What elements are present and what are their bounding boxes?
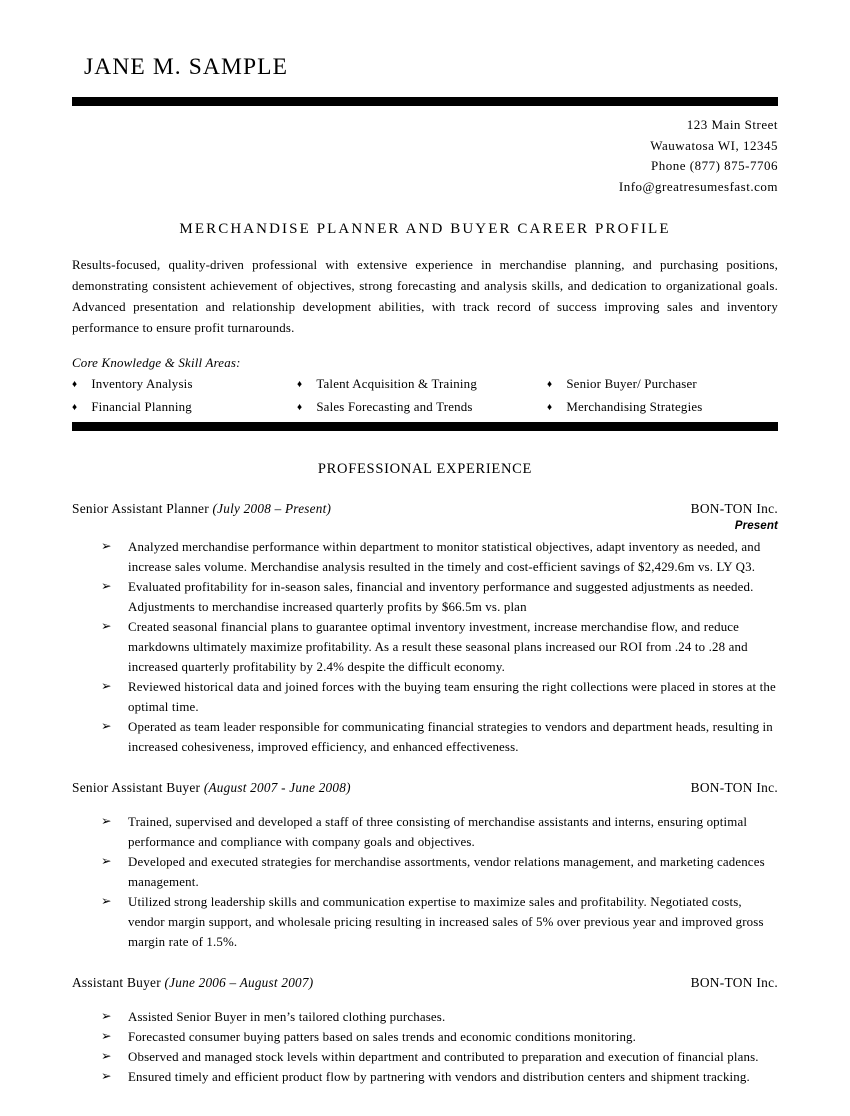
arrow-bullet-icon: ➢ bbox=[101, 894, 112, 909]
arrow-bullet-icon: ➢ bbox=[101, 719, 112, 734]
job-bullet-text: Created seasonal financial plans to guarantee optimal inventory investment, increase merchandise flow, and reduce markdowns ultimately maximize profitability. As a result these seasonal plans increased our ROI from .24 to .28 and increased quarterly profitability by 2.4% despite the difficult economy. bbox=[128, 620, 748, 675]
skill-item bbox=[72, 398, 297, 418]
arrow-bullet-icon: ➢ bbox=[101, 679, 112, 694]
job-bullet-text: Evaluated profitability for in-season sales, financial and inventory performance and suggested adjustments as needed. Adjustments to merchandise increased quarterly profits by $66.5m vs. plan bbox=[128, 580, 754, 615]
job-dates: (June 2006 – August 2007) bbox=[164, 975, 314, 991]
job-bullet bbox=[72, 1047, 778, 1067]
job-dates: (August 2007 - June 2008) bbox=[203, 780, 351, 796]
career-profile-title: MERCHANDISE PLANNER AND BUYER CAREER PROFILE bbox=[179, 221, 671, 238]
skill-label: Financial Planning bbox=[91, 399, 192, 414]
contact-city-state-zip: Wauwatosa WI, 12345 bbox=[650, 137, 778, 153]
diamond-bullet-icon: ♦ bbox=[297, 378, 303, 390]
job-header bbox=[72, 975, 778, 991]
job-bullet-text: Developed and executed strategies for merchandise assortments, vendor relations management, and marketing cadences management. bbox=[128, 855, 765, 890]
job-title: Senior Assistant Planner bbox=[72, 501, 213, 517]
skill-label: Inventory Analysis bbox=[91, 376, 193, 391]
skill-label: Senior Buyer/ Purchaser bbox=[566, 376, 697, 391]
job-company: BON-TON Inc. bbox=[690, 780, 778, 796]
job-bullet bbox=[72, 677, 778, 717]
job-company-block bbox=[691, 501, 778, 532]
contact-phone: Phone (877) 875-7706 bbox=[651, 158, 778, 174]
job-bullet bbox=[72, 537, 778, 577]
skill-item bbox=[72, 375, 297, 395]
job-bullet-text: Utilized strong leadership skills and communication expertise to maximize sales and profitability. Negotiated costs, vendor margin support, and wholesale pricing resulting in increased sales of 5% over previous year and improved gross margin rate of 1.5%. bbox=[128, 895, 764, 950]
resume-page bbox=[0, 16, 850, 1116]
job-bullet bbox=[72, 1007, 778, 1027]
job-bullet bbox=[72, 852, 778, 892]
contact-email[interactable]: Info@greatresumesfast.com bbox=[618, 178, 778, 194]
job-company: BON-TON Inc. bbox=[690, 975, 778, 991]
arrow-bullet-icon: ➢ bbox=[101, 1009, 112, 1024]
skill-item bbox=[547, 375, 778, 395]
arrow-bullet-icon: ➢ bbox=[101, 1029, 112, 1044]
job-bullet bbox=[72, 617, 778, 677]
job-bullet-text: Reviewed historical data and joined forces with the buying team ensuring the right collections were placed in stores at the optimal time. bbox=[128, 680, 776, 715]
job-bullet-text: Operated as team leader responsible for communicating financial strategies to vendors and department heads, resulting in increased cohesiveness, improved efficiency, and enhanced effectiveness. bbox=[128, 720, 773, 755]
diamond-bullet-icon: ♦ bbox=[72, 401, 78, 413]
job-dates: (July 2008 – Present) bbox=[212, 501, 332, 517]
contact-address: 123 Main Street bbox=[686, 117, 778, 133]
core-skills-grid bbox=[72, 375, 778, 417]
arrow-bullet-icon: ➢ bbox=[101, 1049, 112, 1064]
job-bullet-list bbox=[72, 812, 778, 952]
candidate-name: JANE M. SAMPLE bbox=[84, 53, 289, 80]
job-title-and-dates bbox=[72, 780, 351, 796]
arrow-bullet-icon: ➢ bbox=[101, 539, 112, 554]
arrow-bullet-icon: ➢ bbox=[101, 1069, 112, 1084]
arrow-bullet-icon: ➢ bbox=[101, 854, 112, 869]
section-heading-professional-experience: PROFESSIONAL EXPERIENCE bbox=[317, 461, 533, 478]
job-company: BON-TON Inc. bbox=[690, 501, 778, 517]
job-entry bbox=[72, 975, 778, 1087]
job-status: Present bbox=[734, 519, 778, 533]
job-bullet-text: Observed and managed stock levels within department and contributed to preparation and execution of financial plans. bbox=[128, 1050, 759, 1065]
job-title-and-dates bbox=[72, 975, 313, 991]
job-bullet bbox=[72, 1027, 778, 1047]
arrow-bullet-icon: ➢ bbox=[101, 814, 112, 829]
skill-item bbox=[297, 375, 547, 395]
skill-item bbox=[297, 398, 547, 418]
diamond-bullet-icon: ♦ bbox=[297, 401, 303, 413]
job-bullet-text: Assisted Senior Buyer in men’s tailored clothing purchases. bbox=[128, 1010, 446, 1025]
career-summary-paragraph: Results-focused, quality-driven professional with extensive experience in merchandise planning, and purchasing positions, demonstrating consistent achievement of objectives, strong forecasting and analysis skills, and dedication to organizational goals. Advanced presentation and relationship development abilities, with track record of success improving sales and inventory performance to ensure profit turnarounds. bbox=[72, 258, 778, 336]
arrow-bullet-icon: ➢ bbox=[101, 579, 112, 594]
job-header bbox=[72, 501, 778, 532]
core-knowledge-label: Core Knowledge & Skill Areas: bbox=[72, 355, 241, 370]
contact-block bbox=[72, 115, 778, 197]
skill-label: Sales Forecasting and Trends bbox=[316, 399, 473, 414]
skill-label: Merchandising Strategies bbox=[566, 399, 703, 414]
job-title: Assistant Buyer bbox=[72, 975, 165, 991]
job-bullet bbox=[72, 717, 778, 757]
job-bullet-list bbox=[72, 537, 778, 757]
job-bullet-text: Analyzed merchandise performance within department to monitor statistical objectives, adapt inventory as needed, and increase sales volume. Merchandise analysis resulted in the timely and cost-efficient savings of $2,429.6m vs. LY Q3. bbox=[128, 540, 761, 575]
arrow-bullet-icon: ➢ bbox=[101, 619, 112, 634]
job-bullet bbox=[72, 577, 778, 617]
diamond-bullet-icon: ♦ bbox=[72, 378, 78, 390]
diamond-bullet-icon: ♦ bbox=[547, 378, 553, 390]
job-bullet-text: Ensured timely and efficient product flow by partnering with vendors and distribution centers and shipment tracking. bbox=[128, 1070, 750, 1085]
job-bullet bbox=[72, 1067, 778, 1087]
job-title-and-dates bbox=[72, 501, 331, 517]
job-bullet-text: Trained, supervised and developed a staff of three consisting of merchandise assistants and interns, ensuring optimal performance and compliance with company goals and objectives. bbox=[128, 815, 748, 850]
job-bullet-text: Forecasted consumer buying patters based on sales trends and economic conditions monitoring. bbox=[128, 1030, 637, 1045]
job-company-block bbox=[691, 780, 778, 796]
job-bullet bbox=[72, 812, 778, 852]
skill-label: Talent Acquisition & Training bbox=[316, 376, 477, 391]
diamond-bullet-icon: ♦ bbox=[547, 401, 553, 413]
job-bullet bbox=[72, 892, 778, 952]
job-company-block bbox=[691, 975, 778, 991]
job-entry bbox=[72, 780, 778, 952]
job-title: Senior Assistant Buyer bbox=[72, 780, 204, 796]
job-header bbox=[72, 780, 778, 796]
job-entry bbox=[72, 501, 778, 757]
skills-divider-bar bbox=[72, 422, 778, 431]
job-bullet-list bbox=[72, 1007, 778, 1087]
header-divider-bar bbox=[72, 97, 778, 106]
skill-item bbox=[547, 398, 778, 418]
